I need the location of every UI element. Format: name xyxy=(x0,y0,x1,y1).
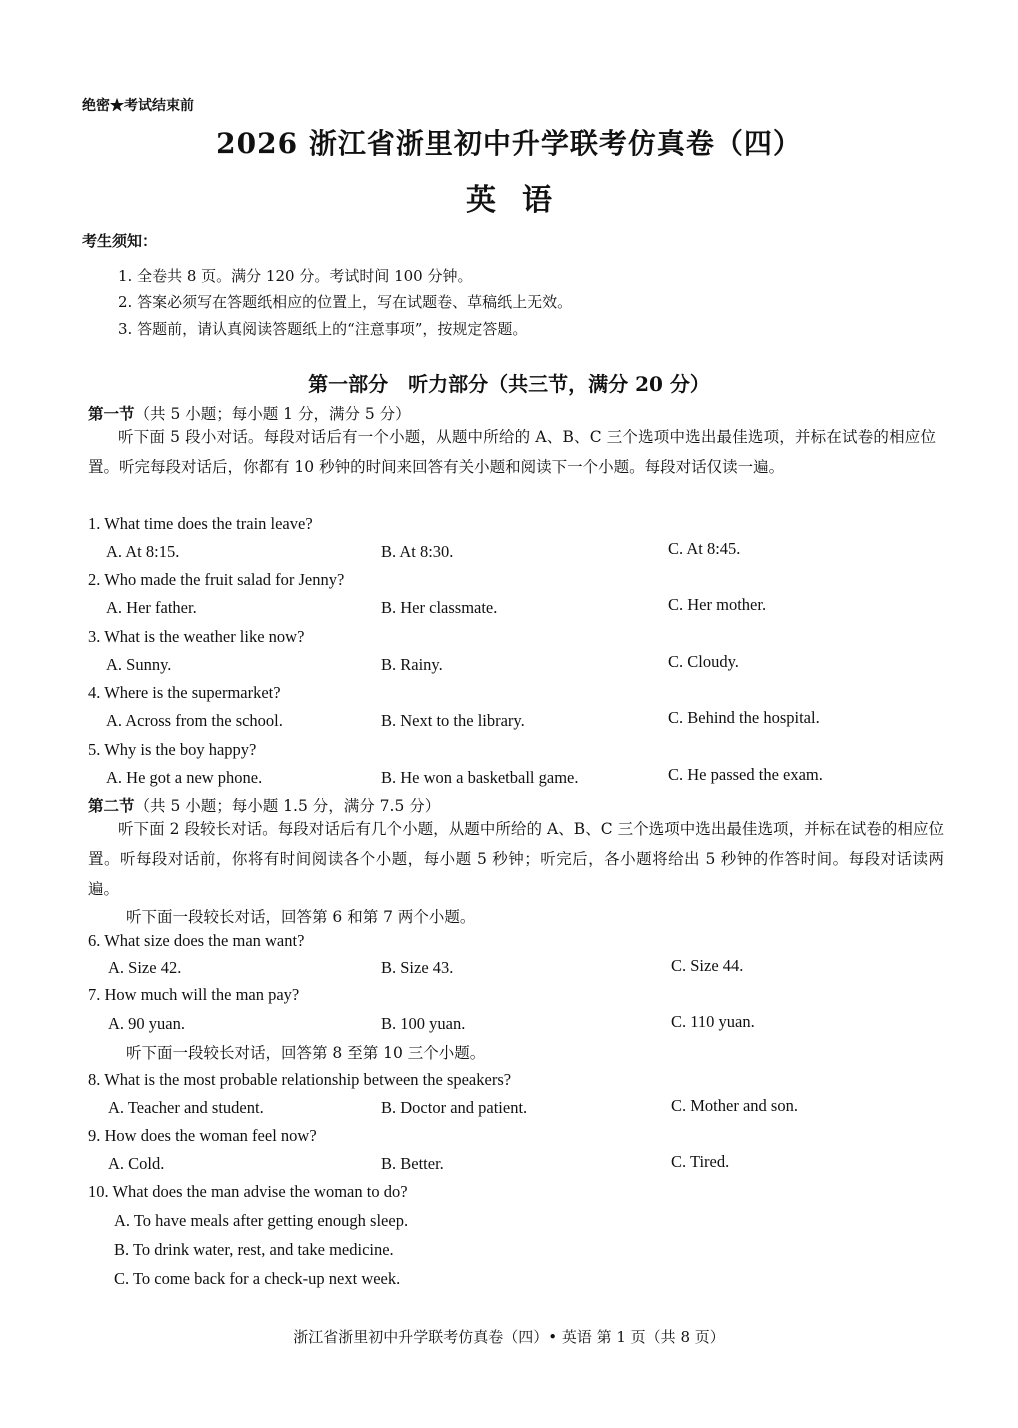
option-a: A. He got a new phone. xyxy=(106,768,263,787)
option-c: C. 110 yuan. xyxy=(671,1012,755,1031)
notice-item: 1. 全卷共 8 页。满分 120 分。考试时间 100 分钟。 xyxy=(118,267,473,285)
section-detail: （共 5 小题；每小题 1.5 分，满分 7.5 分） xyxy=(134,797,441,815)
option-b: B. Size 43. xyxy=(381,958,454,977)
question-stem: 8. What is the most probable relationship between the speakers? xyxy=(88,1070,512,1089)
section-label: 第二节 xyxy=(88,796,135,815)
section-instructions: 听下面 5 段小对话。每段对话后有一个小题，从题中所给的 A、B、C 三个选项中选出最佳选项，并标在试卷的相应位置。听完每段对话后，你都有 10 秒钟的时间来回答有关小题和阅读下一个小题。每段对话仅读一遍。 xyxy=(88,428,936,476)
option-a: A. Teacher and student. xyxy=(108,1098,264,1117)
section-heading xyxy=(88,402,411,424)
option-c: C. To come back for a check-up next week. xyxy=(114,1269,401,1288)
option-c: C. He passed the exam. xyxy=(668,765,823,784)
option-c: C. Her mother. xyxy=(668,595,767,614)
option-c: C. Tired. xyxy=(671,1152,730,1171)
option-b: B. At 8:30. xyxy=(381,542,454,561)
section-instructions: 听下面 2 段较长对话。每段对话后有几个小题，从题中所给的 A、B、C 三个选项中选出最佳选项，并标在试卷的相应位置。听每段对话前，你将有时间阅读各个小题，每小题 5 秒钟；听完后，各小题将给出 5 秒钟的作答时间。每段对话读两遍。 xyxy=(88,820,944,898)
question-stem: 7. How much will the man pay? xyxy=(88,985,300,1004)
part-heading: 第一部分 听力部分（共三节，满分 20 分） xyxy=(308,372,710,396)
question-stem: 1. What time does the train leave? xyxy=(88,514,313,533)
option-c: C. Size 44. xyxy=(671,956,744,975)
option-a: A. Sunny. xyxy=(106,655,172,674)
option-b: B. Next to the library. xyxy=(381,711,525,730)
option-b: B. To drink water, rest, and take medicine. xyxy=(114,1240,394,1259)
option-a: A. Across from the school. xyxy=(106,711,283,730)
notice-item: 3. 答题前，请认真阅读答题纸上的“注意事项”，按规定答题。 xyxy=(118,320,528,338)
subject-title: 英语 xyxy=(466,183,578,218)
section-heading xyxy=(88,794,440,816)
option-b: B. He won a basketball game. xyxy=(381,768,579,787)
option-b: B. Doctor and patient. xyxy=(381,1098,528,1117)
notice-item: 2. 答案必须写在答题纸相应的位置上，写在试题卷、草稿纸上无效。 xyxy=(118,293,573,311)
option-a: A. Size 42. xyxy=(108,958,182,977)
section-label: 第一节 xyxy=(88,404,135,423)
option-b: B. Rainy. xyxy=(381,655,443,674)
question-stem: 2. Who made the fruit salad for Jenny? xyxy=(88,570,345,589)
option-b: B. Her classmate. xyxy=(381,598,498,617)
section-detail: （共 5 小题；每小题 1 分，满分 5 分） xyxy=(134,405,411,423)
option-a: A. At 8:15. xyxy=(106,542,180,561)
dialogue-instruction: 听下面一段较长对话，回答第 6 和第 7 两个小题。 xyxy=(126,908,476,926)
option-a: A. Cold. xyxy=(108,1154,165,1173)
option-c: C. Cloudy. xyxy=(668,652,739,671)
page-footer: 浙江省浙里初中升学联考仿真卷（四）• 英语 第 1 页（共 8 页） xyxy=(293,1328,725,1346)
option-a: A. To have meals after getting enough sleep. xyxy=(114,1211,409,1230)
option-c: C. Behind the hospital. xyxy=(668,708,820,727)
question-stem: 6. What size does the man want? xyxy=(88,931,305,950)
confidential-mark: 绝密★考试结束前 xyxy=(82,98,194,114)
option-c: C. At 8:45. xyxy=(668,539,741,558)
notice-heading: 考生须知： xyxy=(82,232,158,250)
exam-title: 2026 浙江省浙里初中升学联考仿真卷（四） xyxy=(216,127,802,160)
question-stem: 9. How does the woman feel now? xyxy=(88,1126,317,1145)
question-stem: 3. What is the weather like now? xyxy=(88,627,305,646)
option-a: A. Her father. xyxy=(106,598,197,617)
question-stem: 10. What does the man advise the woman to do? xyxy=(88,1182,408,1201)
dialogue-instruction: 听下面一段较长对话，回答第 8 至第 10 三个小题。 xyxy=(126,1044,486,1062)
option-a: A. 90 yuan. xyxy=(108,1014,185,1033)
question-stem: 4. Where is the supermarket? xyxy=(88,683,281,702)
option-c: C. Mother and son. xyxy=(671,1096,798,1115)
question-stem: 5. Why is the boy happy? xyxy=(88,740,257,759)
option-b: B. Better. xyxy=(381,1154,444,1173)
option-b: B. 100 yuan. xyxy=(381,1014,466,1033)
